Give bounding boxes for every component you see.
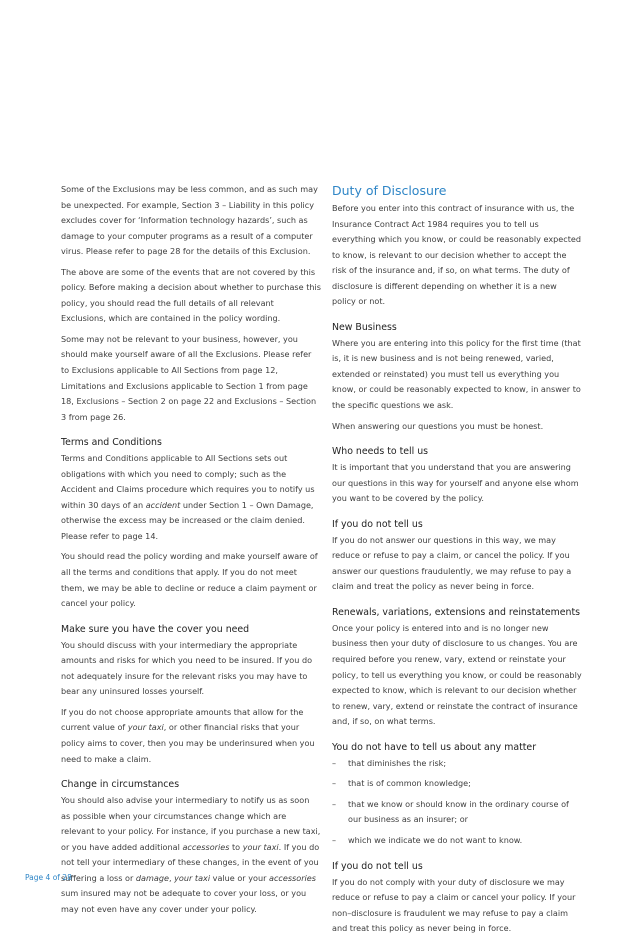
list-item: – which we indicate we do not want to know. (332, 833, 582, 849)
exclusions-paragraph-3: Some may not be relevant to your business, however, you should make yourself aware of all the Exclusions. Please refer to Exclusions applicable to All Sections from page 12, Limitations and Exclusions applicable to Section 1 from page 18, Exclusions – Section 2 on page 22 and Exclusions – Section 3 from page 26. (61, 333, 317, 422)
exclusions-paragraph-1: Some of the Exclusions may be less common, and as such may be unexpected. For example, Section 3 – Liability in this policy excludes cover for ‘Information technology hazards’, such as damage to your computer programs as a result of a computer virus. Please refer to page 28 for the details of this Exclusion. (61, 184, 318, 257)
renewals-paragraph: Once your policy is entered into and is no longer new business then your duty of disclosure to us changes. You are required before you renew, vary, extend or reinstate your policy, to tell us everything you know, or could be reasonably expected to know, which is relevant to our decision whether to renew, vary, extend or reinstate the contract of insurance and, if so, on what terms. (332, 622, 582, 727)
if-not-tell-paragraph-2: If you do not comply with your duty of disclosure we may reduce or refuse to pay a claim or cancel your policy. If your non–disclosure is fraudulent we may refuse to pay a claim and treat this policy as never being in force. (332, 876, 576, 934)
if-not-tell-heading-2: If you do not tell us (332, 860, 423, 872)
not-have-to-tell-heading: You do not have to tell us about any matter (332, 741, 537, 753)
exceptions-list (332, 756, 582, 849)
terms-paragraph-2: You should read the policy wording and make yourself aware of all the terms and conditions that apply. If you do not meet them, we may be able to decline or reduce a claim payment or cancel your policy. (61, 551, 318, 609)
terms-heading: Terms and Conditions (61, 437, 162, 449)
who-needs-paragraph: It is important that you understand that you are answering our questions in this way for yourself and anyone else whom you want to be covered by the policy. (332, 462, 579, 504)
cover-paragraph-1: You should discuss with your intermediary the appropriate amounts and risks for which you need to be insured. If you do not adequately insure for the relevant risks you may have to bear any uninsured losses yourself. (61, 639, 313, 697)
cover-paragraph-2: If you do not choose appropriate amounts that allow for the current value of your taxi, or other financial risks that your policy aims to cover, then you may be underinsured when you need to make a claim. (61, 706, 315, 764)
new-business-paragraph-1: Where you are entering into this policy for the first time (that is, it is new business and is not being renewed, varied, extended or reinstated) you must tell us everything you know, or could be reasonably expected to know, in answer to the specific questions we ask. (332, 337, 581, 411)
new-business-paragraph-2: When answering our questions you must be honest. (332, 420, 544, 431)
if-not-tell-heading-1: If you do not tell us (332, 518, 423, 530)
list-item: – that diminishes the risk; (332, 756, 582, 772)
change-paragraph: You should also advise your intermediary to notify us as soon as possible when your circumstances change which are relevant to your policy. For instance, if you purchase a new taxi, or you have added additional accessories to your taxi. If you do not tell your intermediary of these changes, in the event of you suffering a loss or damage, your taxi value or your accessories sum insured may not be adequate to cover your loss, or you may not even have any cover under your policy. (61, 795, 321, 914)
duty-of-disclosure-title: Duty of Disclosure (332, 183, 447, 198)
page-number: Page 4 of 28 (25, 873, 72, 882)
terms-paragraph-1: Terms and Conditions applicable to All Sections sets out obligations with which you need to comply; such as the Accident and Claims procedure which requires you to notify us within 30 days of an accident under Section 1 – Own Damage, otherwise the excess may be increased or the claim denied. Please refer to page 14. (61, 453, 315, 541)
list-item: – that we know or should know in the ordinary course of our business as an insurer; or (332, 797, 582, 828)
renewals-heading: Renewals, variations, extensions and reinstatements (332, 606, 581, 618)
change-heading: Change in circumstances (61, 779, 180, 791)
exclusions-paragraph-2: The above are some of the events that are not covered by this policy. Before making a decision about whether to purchase this policy, you should read the full details of all relevant Exclusions, which are contained in the policy wording. (61, 266, 321, 324)
if-not-tell-paragraph-1: If you do not answer our questions in this way, we may reduce or refuse to pay a claim, or cancel the policy. If you answer our questions fraudulently, we may refuse to pay a claim and treat the policy as never being in force. (332, 534, 572, 592)
disclosure-intro: Before you enter into this contract of insurance with us, the Insurance Contract Act 1984 requires you to tell us everything which you know, or could be reasonably expected to know, is relevant to our decision whether to accept the risk of the insurance and, if so, on what terms. The duty of disclosure is different depending on whether it is a new policy or not. (332, 203, 582, 307)
who-needs-heading: Who needs to tell us (332, 446, 429, 458)
new-business-heading: New Business (332, 321, 397, 333)
list-item: – that is of common knowledge; (332, 776, 582, 792)
cover-heading: Make sure you have the cover you need (61, 623, 250, 635)
left-column (61, 182, 321, 917)
right-column (332, 182, 582, 937)
